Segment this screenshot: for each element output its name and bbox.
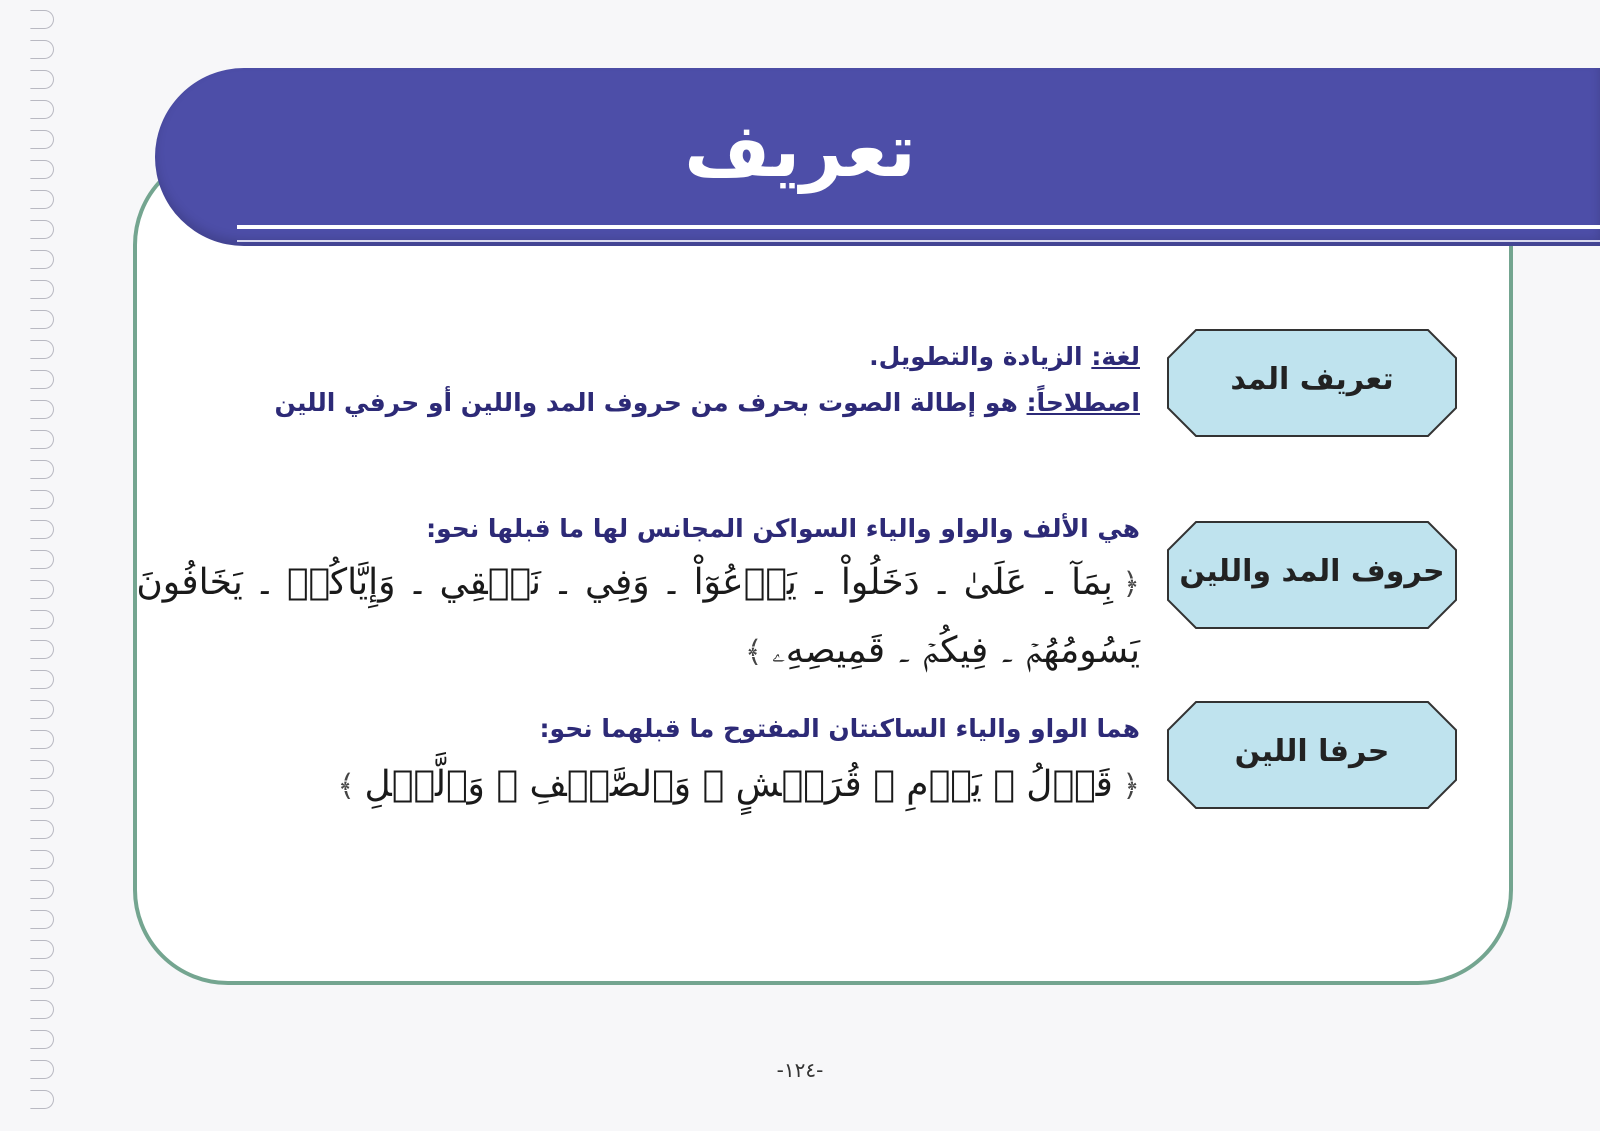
spiral-ring [30,880,54,899]
spiral-ring [30,340,54,359]
spiral-ring [30,1090,54,1109]
spiral-ring [30,460,54,479]
banner-divider-thin [237,240,1600,242]
spiral-ring [30,910,54,929]
bracket-close: ﴾ [337,769,365,804]
quran-example-word: دَخَلُواْ [840,562,920,603]
lughah-line [869,342,1140,371]
separator: ۔ [649,562,694,603]
istilah-line [274,388,1140,417]
spiral-ring [30,400,54,419]
lughah-value: الزيادة والتطويل. [869,342,1092,371]
spiral-ring [30,760,54,779]
label-madd-letters: حروف المد واللين [1179,554,1445,589]
quran-example-word: نَسۡقِي [439,562,541,603]
label-leen-letters: حرفا اللين [1234,734,1390,769]
page-number: -١٢٤- [776,1058,824,1082]
spiral-ring [30,790,54,809]
spiral-ring [30,430,54,449]
quran-example-word: يَسُومُهُمۡ [1025,630,1140,671]
label-madd-definition: تعريف المد [1230,362,1394,397]
quran-example-word: قَوۡلُ [1026,764,1113,805]
separator: ۔ [861,764,907,805]
spiral-ring [30,1000,54,1019]
spiral-ring [30,730,54,749]
quran-example-word: فِيكُمۡ [922,630,989,671]
spiral-ring [30,520,54,539]
quran-example-word: قَمِيصِهِۦ [772,630,886,671]
separator: ۔ [484,764,530,805]
quran-example-word: وَٱلَّيۡلِ [364,764,485,805]
spiral-ring [30,820,54,839]
spiral-ring [30,580,54,599]
quran-example-word: بِمَآ [1071,562,1113,603]
separator: ۔ [395,562,440,603]
separator: ۔ [541,562,585,603]
spiral-ring [30,370,54,389]
separator: ۔ [691,764,736,805]
leen-examples [337,764,1140,805]
separator: ۔ [242,562,287,603]
spiral-ring [30,280,54,299]
spiral-ring [30,940,54,959]
page-title: تعريف [684,108,916,194]
quran-example-word: يَدۡعُوٓاْ [693,562,797,603]
madd-letters-definition: هي الألف والواو والياء السواكن المجانس لها ما قبلها نحو: [426,514,1140,543]
separator: ۔ [885,630,923,671]
spiral-ring [30,850,54,869]
quran-example-word: قُرَيۡشٍ [735,764,862,805]
spiral-ring [30,40,54,59]
spiral-ring [30,1030,54,1049]
leen-letters-definition: هما الواو والياء الساكنتان المفتوح ما قبلهما نحو: [539,714,1140,743]
separator: ۔ [796,562,841,603]
spiral-ring [30,610,54,629]
quran-example-word: يَخَافُونَ [136,562,243,603]
spiral-ring [30,640,54,659]
bracket-open: ﴿ [1112,567,1140,602]
quran-example-word: وَٱلصَّيۡفِ [529,764,692,805]
istilah-key: اصطلاحاً: [1026,388,1140,417]
spiral-ring [30,490,54,509]
separator: ۔ [981,764,1027,805]
istilah-value: هو إطالة الصوت بحرف من حروف المد واللين أو حرفي اللين [274,388,1027,417]
spiral-ring [30,10,54,29]
quran-example-word: يَوۡمِ [906,764,982,805]
bracket-open: ﴿ [1112,769,1140,804]
spiral-ring [30,70,54,89]
lughah-key: لغة: [1091,342,1140,371]
quran-example-word: وَفِي [584,562,650,603]
madd-examples-line1 [136,562,1140,603]
spiral-ring [30,250,54,269]
spiral-ring [30,550,54,569]
madd-examples-line2 [745,630,1140,672]
spiral-ring [30,670,54,689]
separator: ۔ [1027,562,1072,603]
spiral-ring [30,220,54,239]
separator: ۔ [988,630,1026,671]
banner-divider [237,225,1600,229]
spiral-ring [30,970,54,989]
separator: ۔ [919,562,964,603]
quran-example-word: وَإِيَّاكُمۡ [286,562,396,603]
bracket-close: ﴾ [744,635,773,670]
quran-example-word: عَلَىٰ [963,562,1028,603]
spiral-ring [30,310,54,329]
spiral-ring [30,700,54,719]
